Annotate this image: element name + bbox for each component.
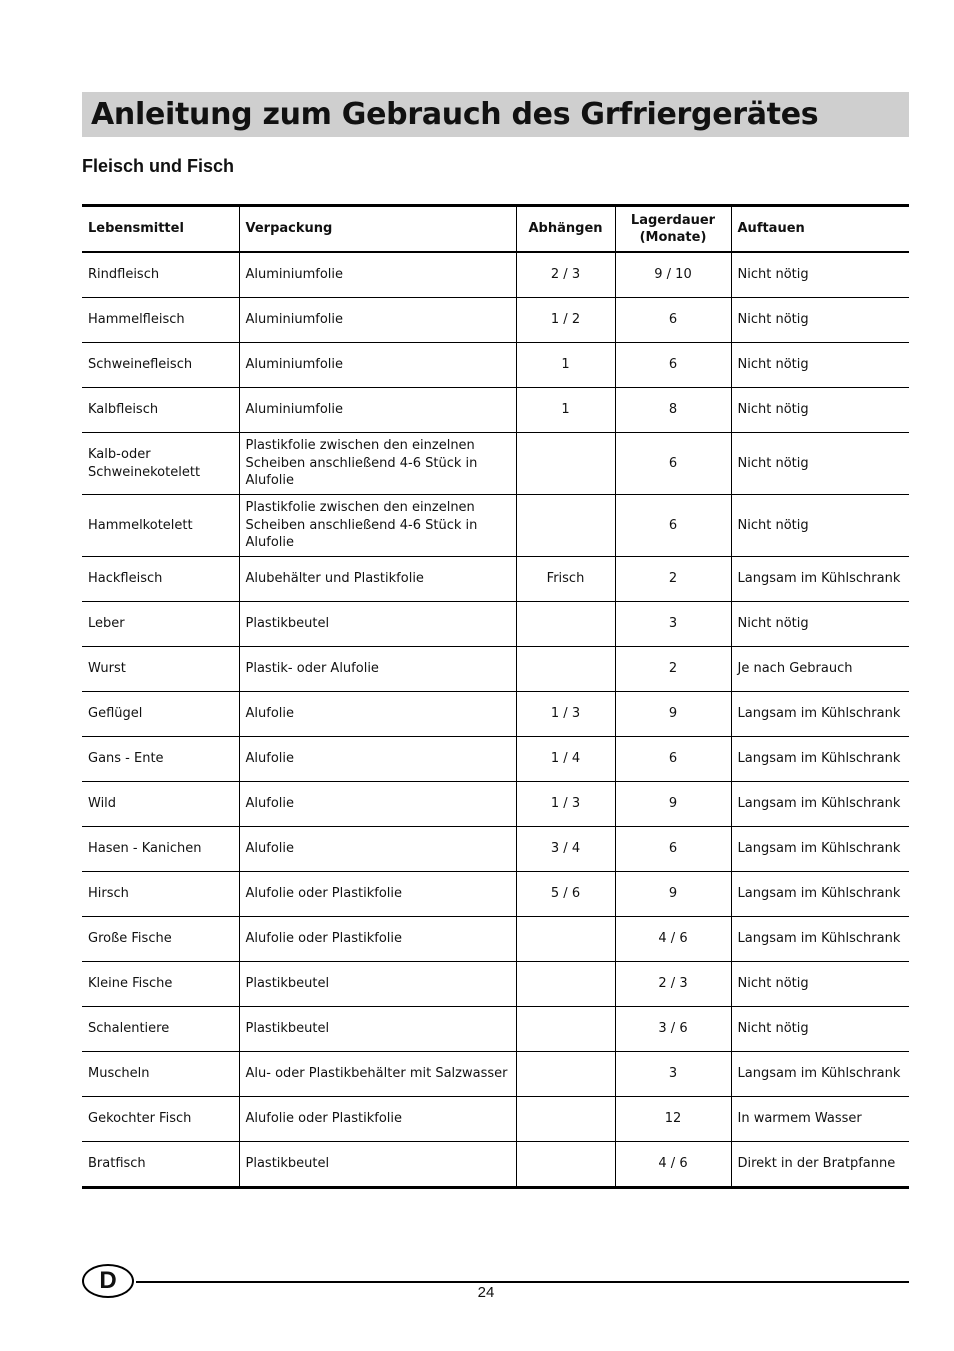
footer-divider [136,1281,909,1283]
page-number: 24 [477,1284,495,1301]
cell-packaging: Alubehälter und Plastikfolie [239,557,516,602]
column-header-hanging: Abhängen [516,206,615,253]
table-row [82,495,909,557]
cell-thawing: Nicht nötig [731,298,909,343]
column-header-packaging: Verpackung [239,206,516,253]
cell-hanging [516,647,615,692]
cell-hanging [516,1052,615,1097]
cell-food: Schalentiere [82,1007,239,1052]
table-row [82,692,909,737]
table-row [82,827,909,872]
cell-packaging: Aluminiumfolie [239,388,516,433]
table-row [82,962,909,1007]
table-row [82,782,909,827]
table-row [82,1052,909,1097]
table-row [82,1142,909,1188]
cell-storage-duration: 12 [615,1097,731,1142]
cell-hanging [516,917,615,962]
column-header-storage-duration: Lagerdauer (Monate) [615,206,731,253]
cell-food: Kleine Fische [82,962,239,1007]
cell-food: Wurst [82,647,239,692]
cell-food: Hirsch [82,872,239,917]
cell-storage-duration: 3 [615,1052,731,1097]
cell-storage-duration: 9 [615,692,731,737]
table-row [82,1007,909,1052]
cell-thawing: Langsam im Kühlschrank [731,692,909,737]
cell-storage-duration: 6 [615,737,731,782]
table-body [82,252,909,1188]
cell-hanging: 1 / 2 [516,298,615,343]
section-subtitle: Fleisch und Fisch [82,156,235,176]
cell-hanging [516,495,615,557]
cell-packaging: Plastikbeutel [239,1007,516,1052]
cell-thawing: Nicht nötig [731,343,909,388]
cell-hanging [516,1097,615,1142]
cell-storage-duration: 6 [615,298,731,343]
cell-hanging [516,602,615,647]
table-header-row [82,206,909,253]
cell-thawing: Langsam im Kühlschrank [731,827,909,872]
title-bar [82,92,909,137]
cell-thawing: Langsam im Kühlschrank [731,917,909,962]
cell-thawing: Langsam im Kühlschrank [731,872,909,917]
table-row [82,298,909,343]
cell-hanging [516,433,615,495]
cell-packaging: Alu- oder Plastikbehälter mit Salzwasser [239,1052,516,1097]
cell-food: Hackfleisch [82,557,239,602]
cell-hanging: 1 [516,388,615,433]
column-header-food: Lebensmittel [82,206,239,253]
cell-thawing: Langsam im Kühlschrank [731,782,909,827]
cell-food: Muscheln [82,1052,239,1097]
column-header-thawing: Auftauen [731,206,909,253]
cell-packaging: Alufolie [239,737,516,782]
cell-thawing: Nicht nötig [731,602,909,647]
cell-thawing: Je nach Gebrauch [731,647,909,692]
table-row [82,388,909,433]
cell-packaging: Alufolie [239,692,516,737]
table-row [82,647,909,692]
cell-hanging: 1 / 3 [516,692,615,737]
cell-hanging: 2 / 3 [516,252,615,298]
cell-packaging: Alufolie oder Plastikfolie [239,1097,516,1142]
cell-hanging: 3 / 4 [516,827,615,872]
cell-packaging: Plastikbeutel [239,962,516,1007]
cell-packaging: Plastik- oder Alufolie [239,647,516,692]
cell-hanging: 5 / 6 [516,872,615,917]
cell-hanging: Frisch [516,557,615,602]
cell-hanging: 1 [516,343,615,388]
cell-storage-duration: 6 [615,827,731,872]
cell-storage-duration: 4 / 6 [615,1142,731,1188]
cell-packaging: Plastikbeutel [239,1142,516,1188]
cell-food: Kalb-oder Schweinekotelett [82,433,239,495]
table-row [82,872,909,917]
cell-hanging [516,962,615,1007]
cell-thawing: Nicht nötig [731,495,909,557]
cell-storage-duration: 6 [615,495,731,557]
cell-packaging: Aluminiumfolie [239,343,516,388]
cell-thawing: Nicht nötig [731,252,909,298]
cell-storage-duration: 3 / 6 [615,1007,731,1052]
cell-packaging: Plastikfolie zwischen den einzelnen Scheiben anschließend 4-6 Stück in Alufolie [239,495,516,557]
cell-storage-duration: 8 [615,388,731,433]
cell-food: Hasen - Kanichen [82,827,239,872]
cell-storage-duration: 3 [615,602,731,647]
cell-food: Gekochter Fisch [82,1097,239,1142]
storage-table [82,204,909,1189]
cell-thawing: Nicht nötig [731,1007,909,1052]
cell-packaging: Aluminiumfolie [239,298,516,343]
table-row [82,737,909,782]
cell-food: Leber [82,602,239,647]
cell-storage-duration: 2 / 3 [615,962,731,1007]
language-badge: D [82,1264,134,1298]
table-row [82,433,909,495]
table-row [82,557,909,602]
cell-packaging: Alufolie [239,782,516,827]
cell-hanging [516,1142,615,1188]
table-row [82,252,909,298]
cell-food: Hammelfleisch [82,298,239,343]
cell-packaging: Alufolie [239,827,516,872]
cell-storage-duration: 4 / 6 [615,917,731,962]
cell-packaging: Aluminiumfolie [239,252,516,298]
cell-storage-duration: 6 [615,343,731,388]
cell-thawing: Nicht nötig [731,433,909,495]
cell-thawing: Nicht nötig [731,388,909,433]
cell-packaging: Plastikbeutel [239,602,516,647]
cell-packaging: Alufolie oder Plastikfolie [239,917,516,962]
cell-food: Hammelkotelett [82,495,239,557]
cell-thawing: Nicht nötig [731,962,909,1007]
cell-food: Bratfisch [82,1142,239,1188]
table-row [82,602,909,647]
cell-hanging: 1 / 4 [516,737,615,782]
cell-thawing: In warmem Wasser [731,1097,909,1142]
cell-thawing: Langsam im Kühlschrank [731,1052,909,1097]
cell-storage-duration: 9 [615,872,731,917]
table-row [82,1097,909,1142]
cell-food: Gans - Ente [82,737,239,782]
cell-packaging: Plastikfolie zwischen den einzelnen Scheiben anschließend 4-6 Stück in Alufolie [239,433,516,495]
cell-food: Große Fische [82,917,239,962]
cell-packaging: Alufolie oder Plastikfolie [239,872,516,917]
cell-food: Schweinefleisch [82,343,239,388]
cell-food: Kalbfleisch [82,388,239,433]
cell-storage-duration: 9 [615,782,731,827]
cell-storage-duration: 6 [615,433,731,495]
table-row [82,917,909,962]
table-row [82,343,909,388]
page-title: Anleitung zum Gebrauch des Grfriergerätes [91,97,819,132]
cell-thawing: Langsam im Kühlschrank [731,557,909,602]
cell-thawing: Direkt in der Bratpfanne [731,1142,909,1188]
cell-storage-duration: 2 [615,647,731,692]
cell-food: Rindfleisch [82,252,239,298]
cell-hanging [516,1007,615,1052]
cell-food: Geflügel [82,692,239,737]
cell-hanging: 1 / 3 [516,782,615,827]
cell-storage-duration: 9 / 10 [615,252,731,298]
cell-storage-duration: 2 [615,557,731,602]
cell-food: Wild [82,782,239,827]
cell-thawing: Langsam im Kühlschrank [731,737,909,782]
